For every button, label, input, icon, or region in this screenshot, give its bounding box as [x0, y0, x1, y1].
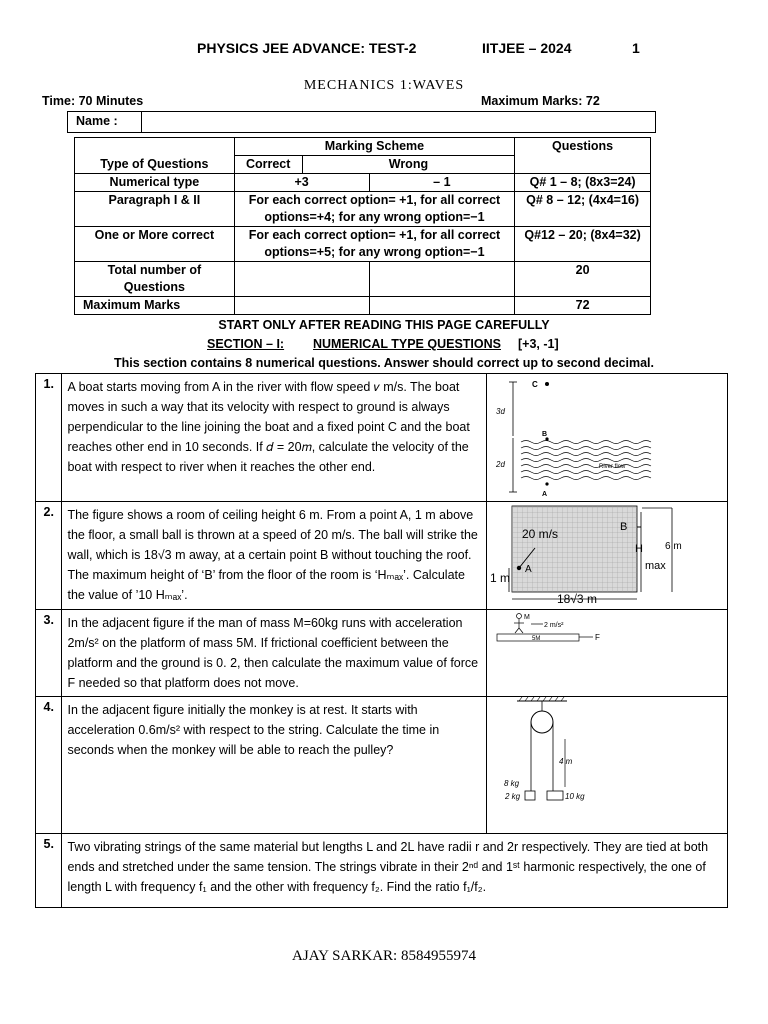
label-2d: 2d [496, 460, 505, 469]
figure-monkey-pulley [487, 697, 728, 834]
row-questions: 20 [515, 262, 651, 297]
label-5m: 5M [532, 636, 541, 642]
question-number: 3. [36, 610, 62, 697]
questions-table [35, 373, 728, 908]
question-row [36, 374, 728, 502]
label-acc: 2 m/s² [544, 622, 564, 629]
water-waves [521, 441, 651, 480]
row-correct: +3 [234, 174, 369, 192]
label-speed: 20 m/s [522, 527, 559, 541]
question-number: 5. [36, 834, 62, 908]
label-4m: 4 m [559, 757, 573, 766]
label-distance: 18√3 m [557, 592, 597, 606]
maximum-marks: Maximum Marks: 72 [481, 94, 600, 108]
label-h: H [635, 543, 643, 555]
chapter-title: MECHANICS 1:WAVES [303, 78, 465, 93]
section-description: This section contains 8 numerical questions. Answer should correct up to second decimal. [114, 356, 654, 370]
label-10kg: 10 kg [565, 792, 585, 801]
label-3d: 3d [496, 407, 505, 416]
label-6m: 6 m [665, 541, 682, 552]
question-text: In the adjacent figure if the man of mass M=60kg runs with acceleration 2m/s² on the platform of mass 5M. If frictional coefficient between the platform and the ground is 0. 2, then calculate the maximum value of force F needed so that platform does not move. [62, 610, 487, 697]
head-questions: Questions [515, 138, 651, 174]
question-number: 1. [36, 374, 62, 502]
time-allowed: Time: 70 Minutes [42, 94, 144, 108]
section-marks: [+3, -1] [518, 337, 559, 351]
question-number: 4. [36, 697, 62, 834]
section-label: SECTION – I: [207, 337, 285, 351]
test-title: PHYSICS JEE ADVANCE: TEST-2 [197, 40, 417, 56]
row-scheme: For each correct option= +1, for all correct options=+4; for any wrong option=−1 [234, 192, 514, 227]
row-questions: Q# 8 – 12; (4x4=16) [515, 192, 651, 227]
figure-room-projectile [487, 502, 728, 610]
label-m: M [524, 614, 530, 621]
section-type: NUMERICAL TYPE QUESTIONS [313, 337, 501, 351]
row-type: Numerical type [75, 174, 235, 192]
row-wrong: – 1 [369, 174, 515, 192]
row-type: Maximum Marks [75, 297, 235, 315]
marking-scheme-table [74, 137, 651, 315]
question-text: Two vibrating strings of the same material but lengths L and 2L have radii r and 2r respectively. They are tied at both ends and stretched under the same tension. The strings vibrate in their 2ⁿᵈ and 1ˢᵗ harmonic respectively, the one of length L with frequency f₁ and the other with frequency f₂. Find the ratio f₁/f₂. [62, 834, 728, 908]
question-row [36, 502, 728, 610]
start-instruction: START ONLY AFTER READING THIS PAGE CAREFULLY [218, 318, 550, 332]
label-b: B [620, 521, 628, 533]
label-1m: 1 m [490, 571, 511, 585]
label-a: A [525, 564, 532, 575]
head-type: Type of Questions [75, 138, 235, 174]
name-box [67, 111, 656, 133]
head-scheme: Marking Scheme [234, 138, 514, 156]
page-header [0, 40, 768, 60]
label-c: C [532, 380, 538, 389]
row-type: One or More correct [75, 227, 235, 262]
label-b: B [542, 431, 548, 438]
section-line [0, 337, 768, 355]
row-type: Total number of Questions [75, 262, 235, 297]
name-label: Name : [76, 114, 118, 128]
page-number: 1 [632, 40, 640, 56]
question-row [36, 697, 728, 834]
question-row [36, 610, 728, 697]
footer-contact: AJAY SARKAR: 8584955974 [292, 948, 476, 964]
label-a: A [542, 491, 548, 498]
row-questions: Q#12 – 20; (8x4=32) [515, 227, 651, 262]
question-row [36, 834, 728, 908]
figure-boat-river [487, 374, 728, 502]
question-text: A boat starts moving from A in the river with flow speed 𝑣 m/s. The boat moves in such a way that its velocity with respect to ground is always perpendicular to the line joining the boat and a fixed point C and the boat reaches other end in 10 seconds. If 𝑑 = 20𝑚, calculate the velocity of the boat with respect to river when it reaches the other end. [62, 374, 487, 502]
head-wrong: Wrong [302, 156, 515, 174]
exam-name: IITJEE – 2024 [482, 40, 572, 56]
label-river-flow: River flow [599, 464, 626, 470]
row-type: Paragraph I & II [75, 192, 235, 227]
name-divider [141, 112, 142, 132]
label-2kg: 2 kg [505, 792, 521, 801]
question-text: In the adjacent figure initially the monkey is at rest. It starts with acceleration 0.6m/s² with respect to the string. Calculate the time in seconds when the monkey will be able to reach the pulley? [62, 697, 487, 834]
label-max: max [645, 560, 666, 572]
head-correct: Correct [234, 156, 302, 174]
label-8kg: 8 kg [504, 779, 520, 788]
label-f: F [595, 633, 600, 642]
row-questions: Q# 1 – 8; (8x3=24) [515, 174, 651, 192]
row-scheme: For each correct option= +1, for all correct options=+5; for any wrong option=−1 [234, 227, 514, 262]
question-text: The figure shows a room of ceiling height 6 m. From a point A, 1 m above the floor, a small ball is thrown at a speed of 20 m/s. The ball will strike the wall, which is 18√3 m away, at a certain point B without touching the roof. The maximum height of ‘B’ from the floor of the room is ‘Hₘₐₓ’. Calculate the value of ’10 Hₘₐₓ’. [62, 502, 487, 610]
figure-man-platform [487, 610, 728, 697]
question-number: 2. [36, 502, 62, 610]
row-questions: 72 [515, 297, 651, 315]
